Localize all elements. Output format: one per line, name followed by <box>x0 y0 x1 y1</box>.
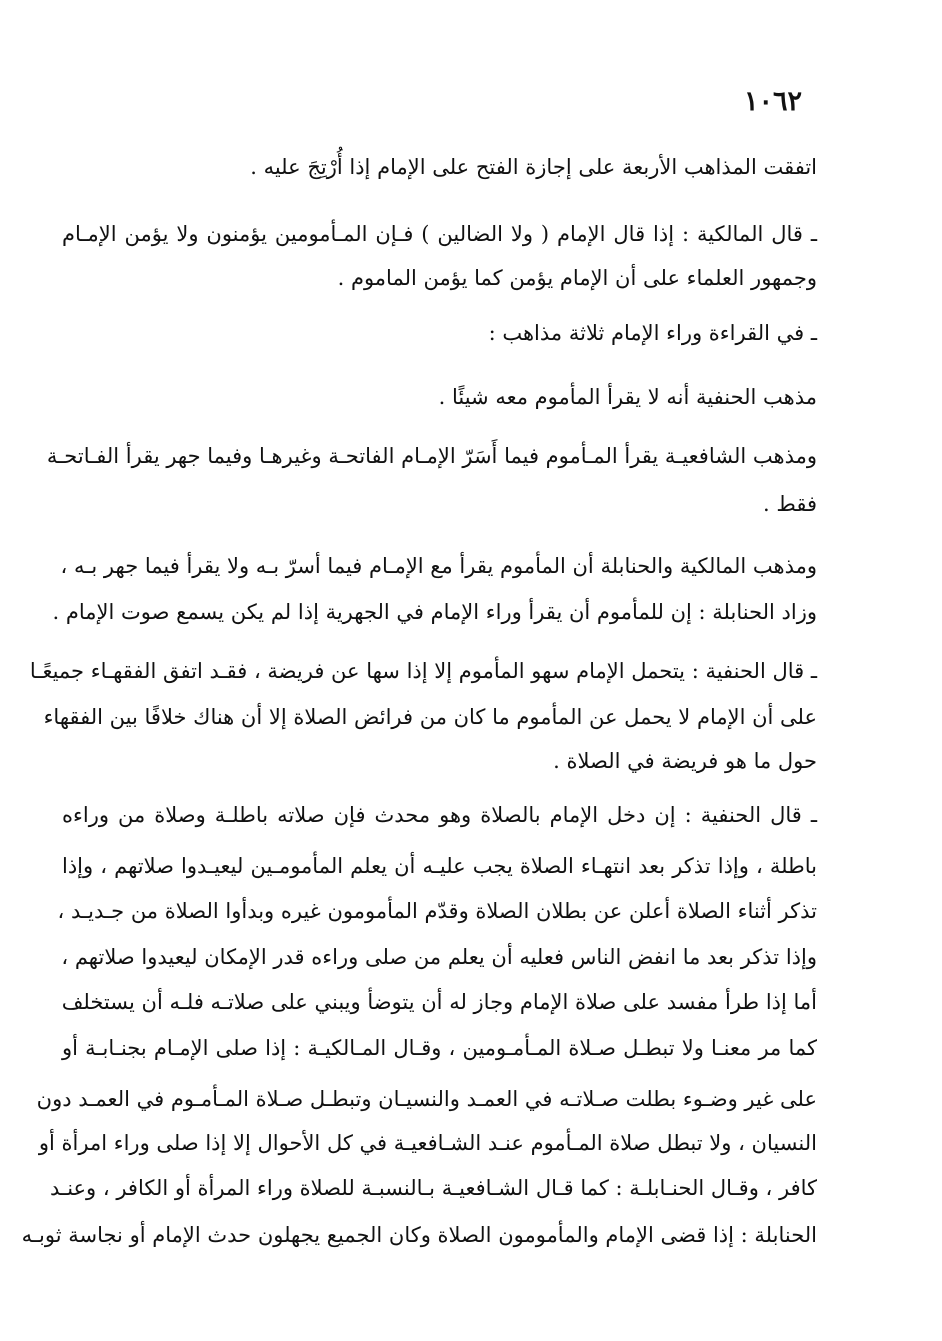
text-line: كافر ، وقـال الحنـابلـة : كما قـال الشـافعيـة بـالنسبـة للصلاة وراء المرأة أو الكافر ، وعنـد <box>50 1176 817 1200</box>
text-line: باطلة ، وإذا تذكر بعد انتهـاء الصلاة يجب عليـه أن يعلم المأمومـين ليعيـدوا صلاتهم ، وإذا <box>62 854 817 878</box>
text-line: ومذهب المالكية والحنابلة أن المأموم يقرأ مع الإمـام فيما أسرّ بـه ولا يقرأ فيما جهر بـه ، <box>60 554 817 578</box>
text-line: النسيان ، ولا تبطل صلاة المـأموم عنـد الشـافعيـة في كل الأحوال إلا إذا صلى وراء امرأة أو <box>38 1131 817 1155</box>
text-line: على أن الإمام لا يحمل عن المأموم ما كان من فرائض الصلاة إلا أن هناك خلافًا بين الفقهاء <box>43 705 817 729</box>
page-number: ١٠٦٢ <box>743 86 802 117</box>
text-line: تذكر أثناء الصلاة أعلن عن بطلان الصلاة وقدّم المأمومون غيره وبدأوا الصلاة من جـديـد ، <box>57 899 817 923</box>
text-line: الحنابلة : إذا قضى الإمام والمأمومون الصلاة وكان الجميع يجهلون حدث الإمام أو نجاسة ثوبـه <box>21 1223 817 1247</box>
text-line: مذهب الحنفية أنه لا يقرأ المأموم معه شيئًا . <box>438 385 817 409</box>
text-line: ـ قال الحنفية : يتحمل الإمام سهو المأموم إلا إذا سها عن فريضة ، فقـد اتفق الفقهـاء جميعًـا <box>29 659 817 683</box>
text-line: ـ في القراءة وراء الإمام ثلاثة مذاهب : <box>488 321 817 345</box>
text-line: اتفقت المذاهب الأربعة على إجازة الفتح على الإمام إذا أُرْتِجَ عليه . <box>250 155 817 179</box>
text-line: وزاد الحنابلة : إن للمأموم أن يقرأ وراء الإمام في الجهرية إذا لم يكن يسمع صوت الإمام . <box>52 600 817 624</box>
text-line: وإذا تذكر بعد ما انفض الناس فعليه أن يعلم من صلى وراءه قدر الإمكان ليعيدوا صلاتهم ، <box>61 945 817 969</box>
text-line: على غير وضـوء بطلت صـلاتـه في العمـد والنسيـان وتبطـل صـلاة المـأمـوم في العمـد دون <box>36 1087 817 1111</box>
text-line: وجمهور العلماء على أن الإمام يؤمن كما يؤمن الماموم . <box>337 266 817 290</box>
text-line: كما مر معنـا ولا تبطـل صـلاة المـأمـومين ، وقـال المـالكيـة : إذا صلى الإمـام بجنـابـة أو <box>62 1036 817 1060</box>
text-line: فقط . <box>763 492 817 516</box>
text-line: ـ قال المالكية : إذا قال الإمام ( ولا الضالين ) فـإن المـأمومين يؤمنون ولا يؤمن الإمـام <box>62 222 817 246</box>
text-line: أما إذا طرأ مفسد على صلاة الإمام وجاز له أن يتوضأ ويبني على صلاتـه فلـه أن يستخلف <box>61 990 817 1014</box>
text-line: ـ قال الحنفية : إن دخل الإمام بالصلاة وهو محدث فإن صلاته باطلـة وصلاة من وراءه <box>62 803 817 827</box>
text-line: حول ما هو فريضة في الصلاة . <box>553 749 817 773</box>
text-line: ومذهب الشافعيـة يقرأ المـأموم فيما أَسَرّ الإمـام الفاتحـة وغيرهـا وفيما جهر يقرأ الفـاتحـة <box>46 444 817 468</box>
